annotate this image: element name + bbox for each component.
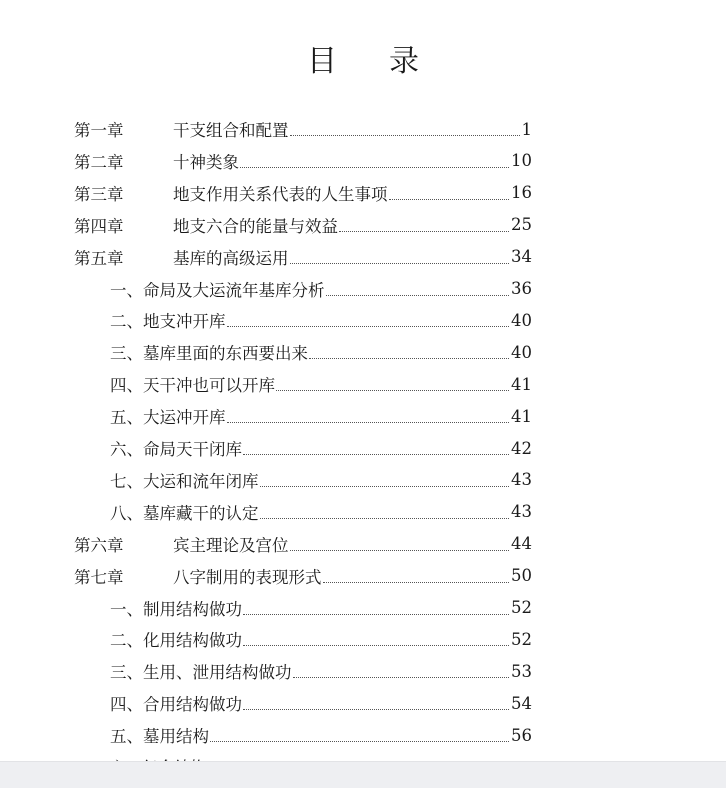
toc-entry-label: 六、命局天干闭库 <box>110 440 242 459</box>
toc-page-number: 53 <box>511 661 532 681</box>
toc-chapter-entry[interactable] <box>74 561 532 591</box>
toc-leader-dots <box>243 453 509 455</box>
toc-entry-label: 一、命局及大运流年基库分析 <box>110 280 325 300</box>
toc-entry-label: 十神类象 <box>173 152 239 172</box>
toc-leader-dots <box>389 198 510 200</box>
toc-leader-dots <box>227 325 510 327</box>
toc-leader-dots <box>309 357 509 359</box>
toc-section-entry[interactable] <box>110 688 532 718</box>
toc-chapter-entry[interactable] <box>74 178 532 208</box>
toc-leader-dots <box>326 294 510 296</box>
toc-entry-label: 四、合用结构做功 <box>110 695 242 715</box>
toc-leader-dots <box>210 740 509 742</box>
toc-page-number: 10 <box>511 151 532 171</box>
toc-leader-dots <box>276 389 509 391</box>
toc-page-number: 42 <box>511 438 532 458</box>
toc-chapter-entry[interactable] <box>74 114 532 144</box>
toc-chapter-number: 第七章 <box>74 567 124 587</box>
toc-page-number: 36 <box>511 279 532 298</box>
toc-page-number: 54 <box>511 693 532 713</box>
toc-leader-dots <box>260 485 510 487</box>
toc-chapter-number: 第一章 <box>74 121 124 140</box>
toc-chapter-entry[interactable] <box>74 529 532 559</box>
toc-leader-dots <box>290 549 510 551</box>
toc-leader-dots <box>240 166 509 168</box>
toc-section-entry[interactable] <box>110 624 532 654</box>
toc-section-entry[interactable] <box>110 274 532 304</box>
toc-section-entry[interactable] <box>110 337 532 367</box>
title-right-char: 录 <box>389 44 419 79</box>
toc-section-entry[interactable] <box>110 433 532 463</box>
toc-entry-label: 干支组合和配置 <box>173 121 289 140</box>
toc-chapter-entry[interactable] <box>74 242 532 272</box>
toc-entry-label: 宾主理论及宫位 <box>173 535 289 555</box>
toc-page-number: 41 <box>511 406 532 426</box>
toc-section-entry[interactable] <box>110 305 532 335</box>
title-left-char: 目 <box>307 44 337 79</box>
toc-leader-dots <box>293 676 510 678</box>
toc-leader-dots <box>290 262 510 264</box>
toc-chapter-number: 第三章 <box>74 184 124 204</box>
toc-page-number: 52 <box>511 629 532 649</box>
toc-page-number: 56 <box>511 725 532 745</box>
toc-entry-label: 八字制用的表现形式 <box>173 567 322 587</box>
toc-page-number: 43 <box>511 470 532 490</box>
toc-entry-label: 三、墓库里面的东西要出来 <box>110 344 308 364</box>
toc-chapter-entry[interactable] <box>74 146 532 176</box>
toc-section-entry[interactable] <box>110 593 532 623</box>
page-title <box>0 36 726 80</box>
toc-entry-label: 二、化用结构做功 <box>110 631 242 651</box>
toc-section-entry[interactable] <box>110 401 532 431</box>
toc-entry-label: 五、大运冲开库 <box>110 408 226 428</box>
toc-leader-dots <box>260 517 510 519</box>
toc-page-number: 50 <box>511 566 532 586</box>
toc-entry-label: 地支六合的能量与效益 <box>173 216 338 236</box>
toc-page-number: 41 <box>511 374 532 394</box>
toc-entry-label: 三、生用、泄用结构做功 <box>110 663 292 683</box>
toc-leader-dots <box>323 581 510 583</box>
toc-leader-dots <box>290 134 520 136</box>
viewer-bottom-bar <box>0 761 726 788</box>
toc-chapter-number: 第六章 <box>74 535 124 555</box>
toc-leader-dots <box>243 613 509 615</box>
toc-entry-label: 二、地支冲开库 <box>110 312 226 332</box>
toc-chapter-number: 第五章 <box>74 248 124 268</box>
toc-chapter-number: 第二章 <box>74 152 124 172</box>
toc-page-number: 43 <box>511 502 532 522</box>
toc-entry-label: 八、墓库藏干的认定 <box>110 503 259 523</box>
toc-leader-dots <box>243 644 509 646</box>
toc-chapter-number: 第四章 <box>74 216 124 236</box>
toc-leader-dots <box>243 708 509 710</box>
toc-entry-label: 基库的高级运用 <box>173 248 289 268</box>
toc-chapter-entry[interactable] <box>74 210 532 240</box>
toc-leader-dots <box>339 230 509 232</box>
toc-page-number: 25 <box>511 215 532 235</box>
toc-entry-label: 一、制用结构做功 <box>110 599 242 619</box>
toc-leader-dots <box>227 421 510 423</box>
toc-entry-label: 四、天干冲也可以开库 <box>110 376 275 396</box>
toc-page-number: 34 <box>511 247 532 267</box>
toc-page-number: 1 <box>521 119 532 139</box>
toc-page-number: 16 <box>511 183 532 203</box>
toc-section-entry[interactable] <box>110 497 532 527</box>
toc-page-number: 44 <box>511 534 532 554</box>
toc-page-number: 52 <box>511 598 532 617</box>
toc-section-entry[interactable] <box>110 720 532 750</box>
toc-entry-label: 地支作用关系代表的人生事项 <box>173 184 388 204</box>
toc-section-entry[interactable] <box>110 656 532 686</box>
toc-entry-label: 七、大运和流年闭库 <box>110 471 259 491</box>
toc-page-number: 40 <box>511 342 532 362</box>
toc-page-number: 40 <box>511 310 532 330</box>
toc-section-entry[interactable] <box>110 465 532 495</box>
toc-entry-label: 五、墓用结构 <box>110 727 209 747</box>
toc-section-entry[interactable] <box>110 369 532 399</box>
